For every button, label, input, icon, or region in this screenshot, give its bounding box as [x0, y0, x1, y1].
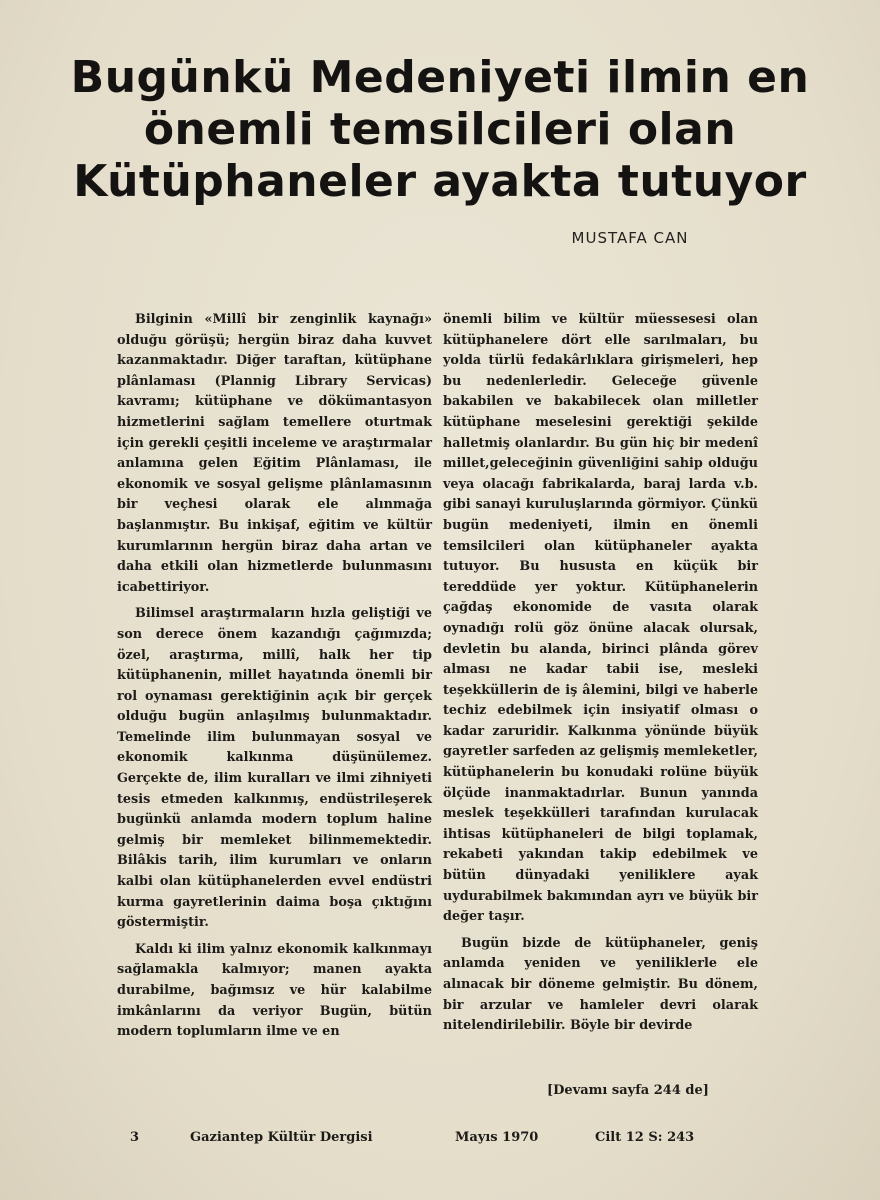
article-headline	[60, 52, 820, 208]
headline-line-3: Kütüphaneler ayakta tutuyor	[73, 156, 807, 207]
paragraph: Kaldı ki ilim yalnız ekonomik kalkınmayı sağlamakla kalmıyor; manen ayakta durabilme, bağımsız ve hür kalabilme imkânlarını da veriyor Bugün, bütün modern toplumların ilme ve en	[117, 941, 432, 1040]
paragraph: Bilimsel araştırmaların hızla geliştiği ve son derece önem kazandığı çağımızda; özel, araştırma, millî, halk her tip kütüphanenin, millet hayatında önemli bir rol oynaması gerektiğinin açık bir gerçek olduğu bugün anlaşılmış bulunmaktadır. Temelinde ilim bulunmayan sosyal ve ekonomik kalkınma düşünülemez. Gerçekte de, ilim kuralları ve ilmi zihniyeti tesis etmeden kalkınmış, endüstrileşerek bugünkü anlamda modern toplum haline gelmiş bir memleket bilinmemektedir. Bilâkis tarih, ilim kurumları ve onların kalbi olan kütüphanelerden evvel endüstri kurma gayretlerinin daima boşa çıktığını göstermiştir.	[117, 606, 432, 931]
left-column	[117, 310, 432, 1049]
paragraph: Bugün bizde de kütüphaneler, geniş anlamda yeniden ve yeniliklerle ele alınacak bir döneme gelmiştir. Bu dönem, bir arzular ve hamleler devri olarak nitelendirilebilir. Böyle bir devirde	[443, 935, 758, 1034]
journal-name: Gaziantep Kültür Dergisi	[190, 1130, 373, 1145]
continuation-note: [Devamı sayfa 244 de]	[547, 1083, 709, 1098]
paragraph: Bilginin «Millî bir zenginlik kaynağı» olduğu görüşü; hergün biraz daha kuvvet kazanmaktadır. Diğer taraftan, kütüphane plânlaması (Plannig Library Servicas) kavramı; kütüphane ve dökümantasyon hizmetlerini sağlam temellere oturtmak için gerekli çeşitli inceleme ve araştırmalar anlamına gelen Eğitim Plânlaması, ile ekonomik ve sosyal gelişme plânlamasının bir veçhesi olarak ele alınmağa başlanmıştır. Bu inkişaf, eğitim ve kültür kurumlarının hergün biraz daha artan ve daha etkili olan hizmetlerde bulunmasını icabettiriyor.	[117, 312, 432, 595]
page-number: 3	[130, 1130, 140, 1145]
volume-issue: Cilt 12 S: 243	[595, 1130, 695, 1145]
headline-line-2: önemli temsilcileri olan	[143, 104, 737, 155]
author-name: MUSTAFA CAN	[571, 229, 689, 247]
headline-line-1: Bugünkü Medeniyeti ilmin en	[70, 52, 810, 103]
page-footer	[0, 1130, 880, 1150]
issue-date: Mayıs 1970	[455, 1130, 539, 1145]
paragraph: önemli bilim ve kültür müessesesi olan kütüphanelere dört elle sarılmaları, bu yolda türlü fedakârlıklara girişmeleri, hep bu nedenlerledir. Geleceğe güvenle bakabilen ve bakabilecek olan milletler kütüphane meselesini gerektiği şekilde halletmiş olanlardır. Bu gün hiç bir medenî millet,geleceğinin güvenliğini sahip olduğu veya olacağı fabrikalarda, baraj larda v.b. gibi sanayi kuruluşlarında görmiyor. Çünkü bugün medeniyeti, ilmin en önemli temsilcileri olan kütüphaneler ayakta tutuyor. Bu hususta en küçük bir tereddüde yer yoktur. Kütüphanelerin çağdaş ekonomide de vasıta olarak oynadığı rolü göz önüne alacak olursak, devletin bu alanda, birinci plânda görev alması ne kadar tabii ise, mesleki teşekküllerin de iş âlemini, bilgi ve haberle techiz edebilmek için insiyatif olması o kadar zaruridir. Kalkınma yönünde büyük gayretler sarfeden az gelişmiş memleketler, kütüphanelerin bu konudaki rolüne büyük ölçüde inanmaktadırlar. Bunun yanında meslek teşekkülleri tarafından kurulacak ihtisas kütüphaneleri de bilgi toplamak, rekabeti yakından takip edebilmek ve bütün dünyadaki yeniliklere ayak uydurabilmek bakımından ayrı ve büyük bir değer taşır.	[443, 312, 758, 925]
right-column	[443, 310, 758, 1043]
